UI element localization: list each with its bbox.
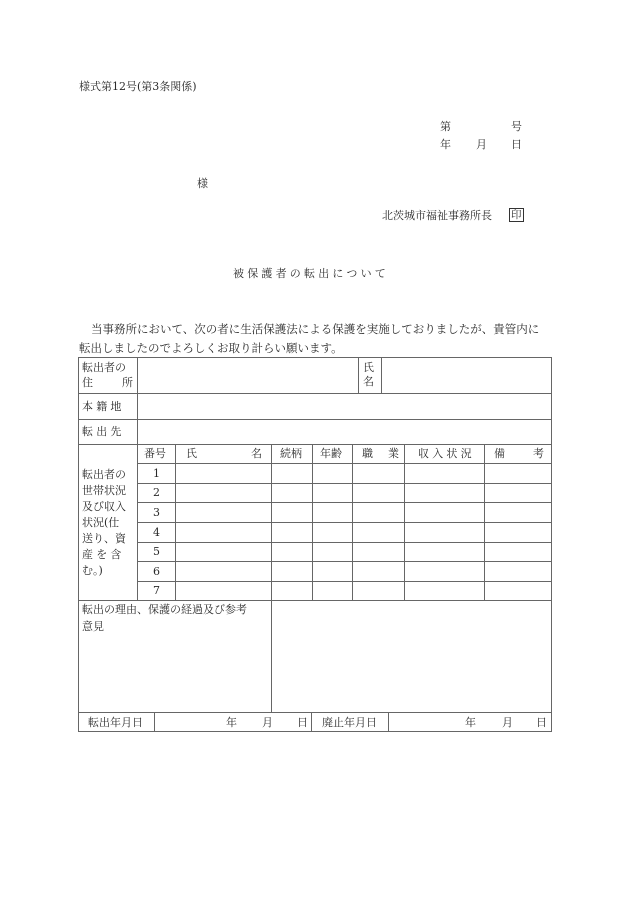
name-label-line2: 名 [363,375,374,388]
reference-gou: 号 [511,120,522,133]
header-number: 番号 [144,447,166,460]
body-text-line2: 転出しましたのでよろしくお取り計らい願います。 [79,341,343,355]
column-divider [388,712,389,731]
row-divider [137,581,552,582]
abolition-date-year: 年 [465,716,476,729]
destination-label: 転出先 [82,425,125,438]
household-label-line: む。) [82,564,103,577]
destination-field[interactable] [138,420,550,443]
row-divider [137,502,552,503]
honseki-label: 本籍地 [82,400,125,413]
name-field[interactable] [382,358,550,392]
household-row-number: 4 [153,526,160,539]
household-row-number: 5 [153,545,160,558]
column-divider [358,357,359,393]
row-divider [78,712,552,713]
column-divider [154,712,155,731]
household-row-number: 1 [153,467,160,480]
address-label-line2a: 住 [82,376,93,389]
issuer-name: 北茨城市福祉事務所長 [382,209,492,222]
addressee-suffix: 様 [197,177,208,190]
header-relation: 続柄 [280,447,302,460]
transfer-date-month: 月 [262,716,273,729]
transfer-date-day: 日 [297,716,308,729]
reason-field[interactable] [272,601,550,711]
row-divider [137,561,552,562]
address-field[interactable] [138,358,357,392]
reference-dai: 第 [440,120,451,133]
header-name-a: 氏 [186,447,197,460]
household-label [82,467,136,579]
row-divider [137,483,552,484]
header-remarks-b: 考 [533,447,544,460]
household-row-number: 6 [153,565,160,578]
header-name-b: 名 [251,447,262,460]
table-border-left [78,357,79,732]
honseki-field[interactable] [138,394,550,418]
abolition-date-month: 月 [502,716,513,729]
table-border-bottom [78,731,552,732]
date-month-label: 月 [476,138,487,151]
row-divider [137,522,552,523]
header-occupation-b: 業 [388,447,399,460]
form-number: 様式第12号(第3条関係) [79,80,197,93]
household-label-line: 転出者の [82,468,126,481]
household-label-line: 世帯状況 [82,484,126,497]
household-row-number: 2 [153,486,160,499]
transfer-date-year: 年 [226,716,237,729]
row-divider [137,463,552,464]
row-divider [137,542,552,543]
header-remarks-a: 備 [494,447,505,460]
household-row-number: 7 [153,584,160,597]
household-label-line: 状況(仕 [82,516,120,529]
column-divider [312,444,313,600]
address-label-line1: 転出者の [82,361,126,374]
header-occupation-a: 職 [362,447,373,460]
abolition-date-label: 廃止年月日 [322,716,377,729]
name-label-line1: 氏 [363,361,374,374]
address-label-line2b: 所 [122,376,133,389]
seal-mark: 印 [511,209,522,221]
reason-label-line1: 転出の理由、保護の経過及び参考 [82,603,247,616]
column-divider [175,444,176,600]
row-divider [78,444,552,445]
abolition-date-day: 日 [536,716,547,729]
household-label-line: 産を含 [82,548,125,561]
column-divider [484,444,485,600]
column-divider [311,712,312,731]
transfer-date-label: 転出年月日 [88,716,143,729]
date-day-label: 日 [511,138,522,151]
table-border-right [551,357,552,732]
body-text-line1: 当事務所において、次の者に生活保護法による保護を実施しておりましたが、貴管内に [91,322,540,336]
household-label-line: 及び収入 [82,500,126,513]
column-divider [352,444,353,600]
household-row-number: 3 [153,506,160,519]
reason-label-line2: 意見 [82,620,104,633]
household-label-line: 送り、資 [82,532,126,545]
header-age: 年齢 [320,447,342,460]
header-income: 収入状況 [418,447,475,460]
date-year-label: 年 [440,138,451,151]
document-title: 被保護者の転出について [233,267,389,280]
column-divider [404,444,405,600]
